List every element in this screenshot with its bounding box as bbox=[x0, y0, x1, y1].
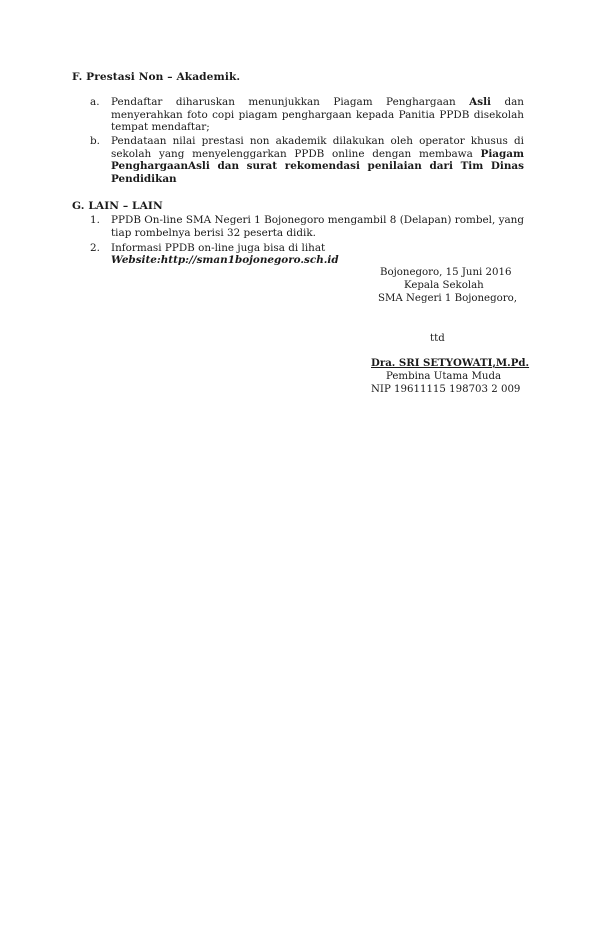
section-f-letter: F bbox=[72, 71, 79, 83]
list-marker: 1. bbox=[90, 214, 100, 226]
list-item-text: Pendataan nilai prestasi non akademik dilakukan oleh operator khusus di sekolah yang menyelenggarkan PPDB online dengan membawa Piagam PenghargaanAsli dan surat rekomendasi penilaian dari Tim Dinas Pendidikan bbox=[111, 135, 524, 185]
bold-text: Piagam PenghargaanAsli dan surat rekomendasi penilaian dari Tim Dinas Pendidikan bbox=[111, 147, 524, 185]
list-item-text: Pendaftar diharuskan menunjukkan Piagam Penghargaan Asli dan menyerahkan foto copi piagam penghargaan kepada Panitia PPDB disekolah tempat mendaftar; bbox=[111, 96, 524, 134]
list-marker: a. bbox=[90, 96, 100, 108]
section-f-heading bbox=[72, 71, 240, 83]
signature-rank: Pembina Utama Muda bbox=[386, 371, 502, 382]
section-f-title: . Prestasi Non – Akademik. bbox=[78, 71, 241, 83]
section-g-heading: G. LAIN – LAIN bbox=[72, 200, 163, 212]
website-link[interactable]: Website:http://sman1bojonegoro.sch.id bbox=[111, 254, 339, 266]
list-item-text: PPDB On-line SMA Negeri 1 Bojonegoro mengambil 8 (Delapan) rombel, yang tiap rombelnya berisi 32 peserta didik. bbox=[111, 214, 524, 239]
signature-ttd: ttd bbox=[430, 333, 445, 344]
signature-place-date: Bojonegoro, 15 Juni 2016 bbox=[380, 267, 512, 278]
signature-name: Dra. SRI SETYOWATI,M.Pd. bbox=[371, 357, 530, 369]
list-marker: 2. bbox=[90, 242, 100, 254]
bold-text: Asli bbox=[469, 96, 491, 108]
signature-school: SMA Negeri 1 Bojonegoro, bbox=[378, 293, 517, 304]
list-item-text: Informasi PPDB on-line juga bisa di lihat bbox=[111, 242, 326, 254]
list-marker: b. bbox=[90, 135, 100, 147]
list-item bbox=[90, 214, 524, 242]
list-item bbox=[90, 135, 524, 187]
signature-nip: NIP 19611115 198703 2 009 bbox=[371, 384, 521, 395]
signature-position: Kepala Sekolah bbox=[404, 280, 484, 291]
list-item bbox=[90, 96, 524, 136]
